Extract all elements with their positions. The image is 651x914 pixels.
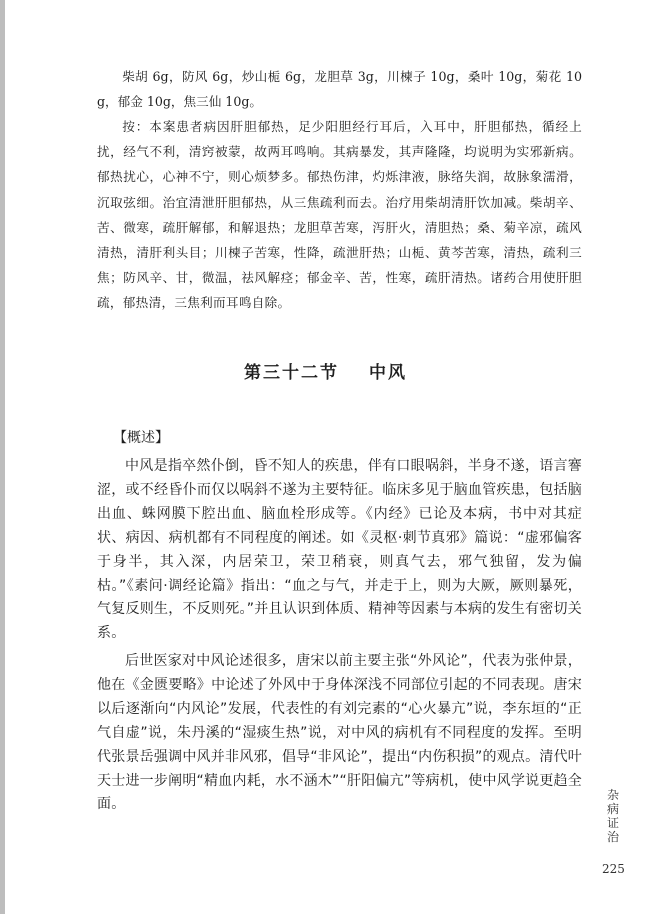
prescription-text: 柴胡 6g，防风 6g，炒山栀 6g，龙胆草 3g，川楝子 10g，桑叶 10g，菊花 10g，郁金 10g，焦三仙 10g。 <box>97 69 582 109</box>
overview-paragraph-1: 中风是指卒然仆倒，昏不知人的疾患，伴有口眼㖞斜，半身不遂，语言謇涩，或不经昏仆而仅以㖞斜不遂为主要特征。临床多见于脑血管疾患，包括脑出血、蛛网膜下腔出血、脑血栓形成等。《内经》已论及本病，书中对其症状、病因、病机都有不同程度的阐述。如《灵枢·刺节真邪》篇说：“虚邪偏客于身半，其入深，内居荣卫，荣卫稍衰，则真气去，邪气独留，发为偏枯。”《素问·调经论篇》指出：“血之与气，并走于上，则为大厥，厥则暴死，气复反则生，不反则死。”并且认识到体质、精神等因素与本病的发生有密切关系。 <box>97 458 582 642</box>
section-name: 中风 <box>369 363 407 383</box>
chapter-side-label: 杂病证治 <box>606 788 619 844</box>
case-commentary: 按：本案患者病因肝胆郁热，足少阳胆经行耳后，入耳中，肝胆郁热，循经上扰，经气不利，清窍被蒙，故两耳鸣响。其病暴发，其声隆隆，均说明为实邪新病。郁热扰心，心神不宁，则心烦梦多。郁热伤津，灼烁津液，脉络失润，故脉象濡滑，沉取弦细。治宜清泄肝胆郁热，从三焦疏利而去。治疗用柴胡清肝饮加减。柴胡辛、苦、微寒，疏肝解郁，和解退热；龙胆草苦寒，泻肝火，清胆热；桑、菊辛凉，疏风清热，清肝利头目；川楝子苦寒，性降，疏泄肝热；山栀、黄芩苦寒，清热，疏利三焦；防风辛、甘，微温，祛风解痉；郁金辛、苦，性寒，疏肝清热。诸药合用使肝胆疏，郁热清，三焦利而耳鸣自除。 <box>97 119 582 311</box>
page-edge-shadow <box>0 0 5 914</box>
section-title <box>0 358 651 383</box>
overview-heading: 【概述】 <box>113 430 169 446</box>
page-number: 225 <box>602 862 625 876</box>
section-number: 第三十二节 <box>244 363 339 383</box>
overview-paragraph-2: 后世医家对中风论述很多，唐宋以前主要主张“外风论”，代表为张仲景，他在《金匮要略》中论述了外风中于身体深浅不同部位引起的不同表现。唐宋以后逐渐向“内风论”发展，代表性的有刘完素的“心火暴亢”说，李东垣的“正气自虚”说，朱丹溪的“湿痰生热”说，对中风的病机有不同程度的发挥。至明代张景岳强调中风并非风邪，倡导“非风论”，提出“内伤积损”的观点。清代叶天士进一步阐明“精血内耗，水不涵木”“肝阳偏亢”等病机，使中风学说更趋全面。 <box>97 653 582 813</box>
